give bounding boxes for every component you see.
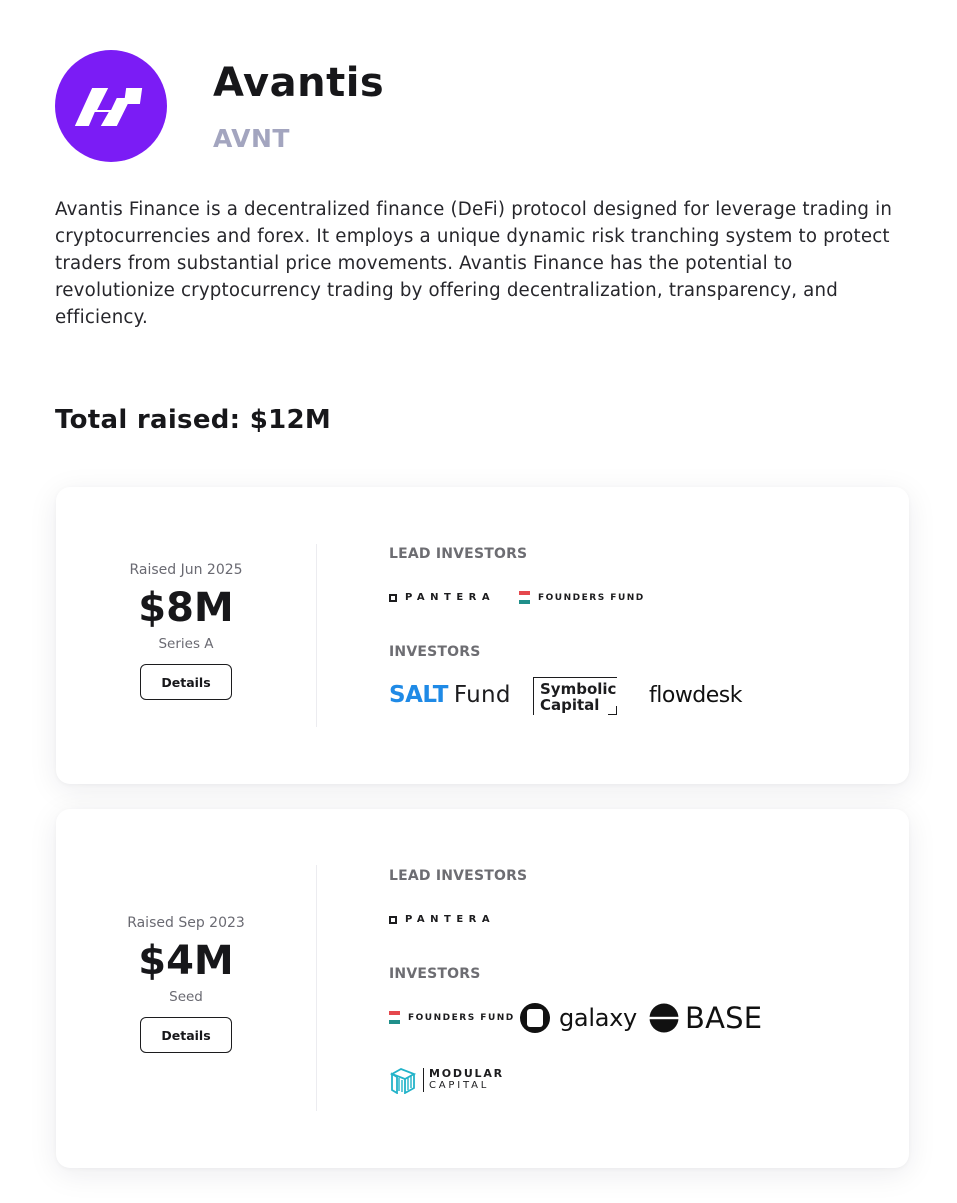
base-icon xyxy=(649,1003,679,1033)
investor-symbolic-capital[interactable] xyxy=(533,677,617,715)
symbolic-capital-logo: Symbolic Capital xyxy=(533,677,617,715)
investor-founders-fund[interactable]: FOUNDERS FUND xyxy=(519,591,645,604)
project-description: Avantis Finance is a decentralized finance (DeFi) protocol designed for leverage trading in cryptocurrencies and forex. It employs a unique dynamic risk tranching system to protect traders from substantial price movements. Avantis Finance has the potential to revolutionize cryptocurrency trading by offering decentralization, transparency, and efficiency. xyxy=(55,199,893,328)
investors-label: INVESTORS xyxy=(389,966,481,982)
round-stage: Seed xyxy=(169,989,203,1005)
pantera-icon xyxy=(389,594,397,602)
round-investors xyxy=(389,487,889,784)
investor-pantera[interactable]: PANTERA xyxy=(389,592,495,603)
round-investors xyxy=(389,809,889,1168)
funding-round-card xyxy=(56,809,909,1168)
details-button[interactable]: Details xyxy=(140,1017,232,1053)
investor-galaxy[interactable]: galaxy xyxy=(519,1002,637,1034)
lead-investors-label: LEAD INVESTORS xyxy=(389,868,528,884)
investor-flowdesk[interactable]: flowdesk xyxy=(649,683,743,708)
investor-founders-fund[interactable]: FOUNDERS FUND xyxy=(389,1011,515,1024)
total-raised: Total raised: $12M xyxy=(55,405,332,435)
founders-fund-icon xyxy=(519,591,530,604)
lead-investors-label: LEAD INVESTORS xyxy=(389,546,528,562)
avantis-logo-icon xyxy=(55,50,167,162)
pantera-icon xyxy=(389,916,397,924)
investor-salt-fund[interactable]: SALT Fund xyxy=(389,682,511,708)
investor-pantera[interactable]: PANTERA xyxy=(389,914,495,925)
investor-base[interactable]: BASE xyxy=(649,1001,762,1035)
funding-round-card xyxy=(56,487,909,784)
round-summary xyxy=(56,562,316,700)
galaxy-icon xyxy=(519,1002,551,1034)
project-ticker: AVNT xyxy=(213,124,290,153)
investor-modular-capital[interactable]: MODULAR CAPITAL xyxy=(389,1066,504,1094)
raised-date: Raised Sep 2023 xyxy=(127,915,245,931)
round-summary xyxy=(56,915,316,1053)
project-header xyxy=(55,50,915,162)
round-amount: $8M xyxy=(138,585,234,631)
project-name: Avantis xyxy=(213,60,385,106)
investors-label: INVESTORS xyxy=(389,644,481,660)
round-stage: Series A xyxy=(158,636,214,652)
card-divider xyxy=(316,544,317,727)
founders-fund-icon xyxy=(389,1011,400,1024)
card-divider xyxy=(316,865,317,1111)
modular-capital-icon xyxy=(389,1066,417,1094)
raised-date: Raised Jun 2025 xyxy=(129,562,243,578)
details-button[interactable]: Details xyxy=(140,664,232,700)
round-amount: $4M xyxy=(138,938,234,984)
